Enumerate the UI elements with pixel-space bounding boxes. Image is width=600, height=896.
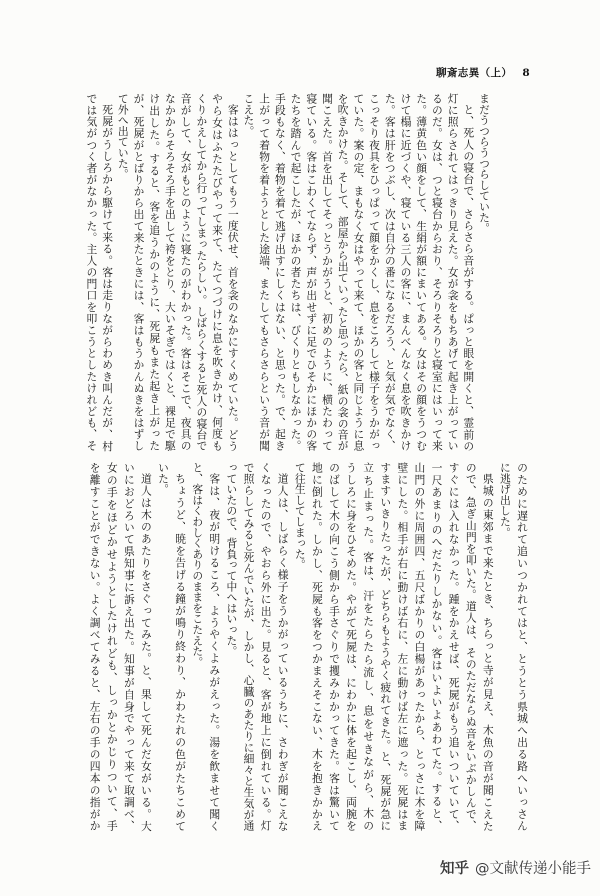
text-column: 上がって着物を着ようとした途端、またしてもさらさらという音が聞 bbox=[258, 93, 272, 451]
text-column: けて榻に近づくや、寝ている三人の客に、まんべんなく息を吹きかけ bbox=[399, 93, 413, 451]
lower-text-tier bbox=[85, 462, 531, 831]
text-column: こえた。 bbox=[242, 93, 256, 137]
text-column: 女の手をほどかせようとしたけれども、しっかとかじりついて、手 bbox=[105, 462, 119, 831]
text-column: 立ち止まった。客は、汗をたらたら流し、息をせきながら、木の bbox=[362, 462, 376, 831]
text-column: て往生してしまった。 bbox=[293, 462, 307, 570]
text-column: と、死人の寝台で、さらさら音がする。ぱっと眼を開くと、霊前の bbox=[462, 103, 476, 451]
text-column: やら女はふたたびやって来て、たてつづけに息を吹きかけ、何度も bbox=[211, 93, 225, 451]
text-column: すますいきりたったが、どちらもようやく疲れてきた。と、死屍が急に bbox=[379, 462, 393, 831]
text-column: た。薄黄色い顔をして、生絹が額にまいてある。女はその顔をうつむ bbox=[415, 93, 429, 451]
text-column: 県城の東郊まで来たとき、ちらっと寺が見え、木魚の音が聞こえた bbox=[481, 472, 495, 831]
text-column: 道人は木のあたりをさぐってみた。と、果して死んだ女がいる。大 bbox=[139, 472, 153, 831]
text-column: 死屍がうしろから駆けて来る。客は走りながらわめき叫んだが、村 bbox=[101, 103, 115, 451]
text-column: うしろに身をひそめた。やがて死屍は、にわかに体を起こし、両腕を bbox=[345, 462, 359, 831]
text-column: なかからそろそろ手を出して袴をとり、大いそぎではくと、裸足で駆 bbox=[163, 93, 177, 451]
text-column: て外へ出ていた。 bbox=[116, 93, 130, 180]
text-column: 灯に照らされてはっきり見えた。女が衾をもちあげて起き上がってい bbox=[446, 93, 460, 451]
text-column: いた。 bbox=[157, 462, 171, 495]
text-column: 壁にした。相手が右に動けば右に、左に動けば左に遮った。死屍はま bbox=[396, 462, 410, 831]
text-column: ていた。案の定、まもなく女はやって来て、ほかの客と同じように息 bbox=[352, 93, 366, 451]
text-column: 客は、夜が明けるころ、ようやくよみがえった。湯を飲ませて聞く bbox=[208, 472, 222, 831]
text-column: るのだ。女は、つと寝台からおり、そろりそろりと寝室にはいって来 bbox=[430, 93, 444, 451]
text-column: が、死屍がとばりから出て来たときには、客はもうかんぬきをはずし bbox=[132, 93, 146, 451]
text-column: た。客は肝をつぶし、次は自分の番になるだろう、と気が気でなく、 bbox=[383, 93, 397, 451]
running-head bbox=[436, 65, 530, 80]
text-column: け出した。すると、客を追うかのように、死屍もまた起き上がった bbox=[148, 93, 162, 451]
text-column: 音がして、女がもとのように寝たのがわかった。客はそこで、夜具の bbox=[179, 93, 193, 451]
text-column: のばして木の向こう側から手さぐりで攫みかかってきた。客は驚いて bbox=[327, 462, 341, 831]
text-column: 山門の外に周囲四、五尺ばかりの白楊があったから、とっさに木を障 bbox=[413, 462, 427, 831]
text-column: に逃げ出した。 bbox=[498, 462, 512, 538]
text-column: くりかえしてから行ってしまったらしい。しばらくすると死人の寝台で bbox=[195, 93, 209, 451]
text-column: くなったので、やおら外に出た。見ると、客が地上に倒れている。灯 bbox=[259, 462, 273, 831]
text-column: 聞こえた。首を出してそっとうかがうと、初めのように、横たわって bbox=[320, 93, 334, 451]
text-column: 道人は、しばらく様子をうかがっているうちに、さわぎが聞こえな bbox=[276, 472, 290, 831]
text-column: たちを踏んで起こしたが、ほかの者たちは、びくりともしなかった。 bbox=[289, 93, 303, 451]
text-column: を吹きかけた。そして、部屋から出ていったと思ったら、紙の衾の音が bbox=[336, 93, 350, 451]
text-column: ちょうど、暁を告げる鐘が鳴り終わり、かわたれの色がたちこめて bbox=[174, 472, 188, 831]
text-column: っていたので、背負って中へはいった。 bbox=[225, 462, 239, 657]
text-column: こっそり夜具をひっぱって顔をかくし、息をころして様子をうかがっ bbox=[368, 93, 382, 451]
running-head-title: 聊斎志異（上） bbox=[436, 67, 513, 79]
text-column: まだうつらうつらしていた。 bbox=[478, 93, 491, 234]
text-column: では気がつく者がなかった。主人の門口を叩こうとしたけれども、そ bbox=[85, 93, 99, 451]
text-column: 一尺あまりのへだたりしかない。客はいよいよあわてた。すると、 bbox=[430, 462, 444, 831]
upper-text-tier bbox=[83, 93, 492, 451]
text-column: 寝ている。客はこわくてならず、声が出せずに足でひそかにほかの客 bbox=[305, 93, 319, 451]
text-column: すぐには入れなかった。踵をかえせば、死屍がもう追いついていて、 bbox=[447, 462, 461, 831]
watermark-logo: 知乎 bbox=[440, 861, 469, 877]
text-column: 手段もなく、着物を着て逃げ出すにしくはない、と思った。で、起き bbox=[273, 93, 287, 451]
text-column: と、客はくわしくありのままをこたえた。 bbox=[191, 462, 205, 668]
text-column: で照らしてみると死んでいたが、しかし、心臓のあたりに細々と生気が通 bbox=[242, 462, 256, 831]
text-column: いにおどろいて県知事に訴え出た。知事が自身でやって来て取調べ、 bbox=[122, 462, 136, 831]
watermark-handle: @文献传递小能手 bbox=[475, 861, 591, 877]
text-column: 地に倒れた。しかし、死屍も客をつかまえそこない、木を抱きかかえ bbox=[310, 462, 324, 831]
text-column: 客ははっとしてもう一度伏せ、首を衾のなかにすくめていた。どう bbox=[226, 103, 240, 451]
text-column: のために遅れて追いつかれてはと、とうとう県城へ出る路へいっさん bbox=[516, 462, 529, 831]
text-column: ので、急ぎ山門を叩いた。道人は、そのただならぬ音をいぶかしんで、 bbox=[464, 462, 478, 831]
watermark bbox=[440, 857, 591, 878]
text-column: を離すことができない。よく調べてみると、左右の手の四本の指がか bbox=[88, 462, 102, 831]
page-number: 8 bbox=[522, 67, 531, 79]
